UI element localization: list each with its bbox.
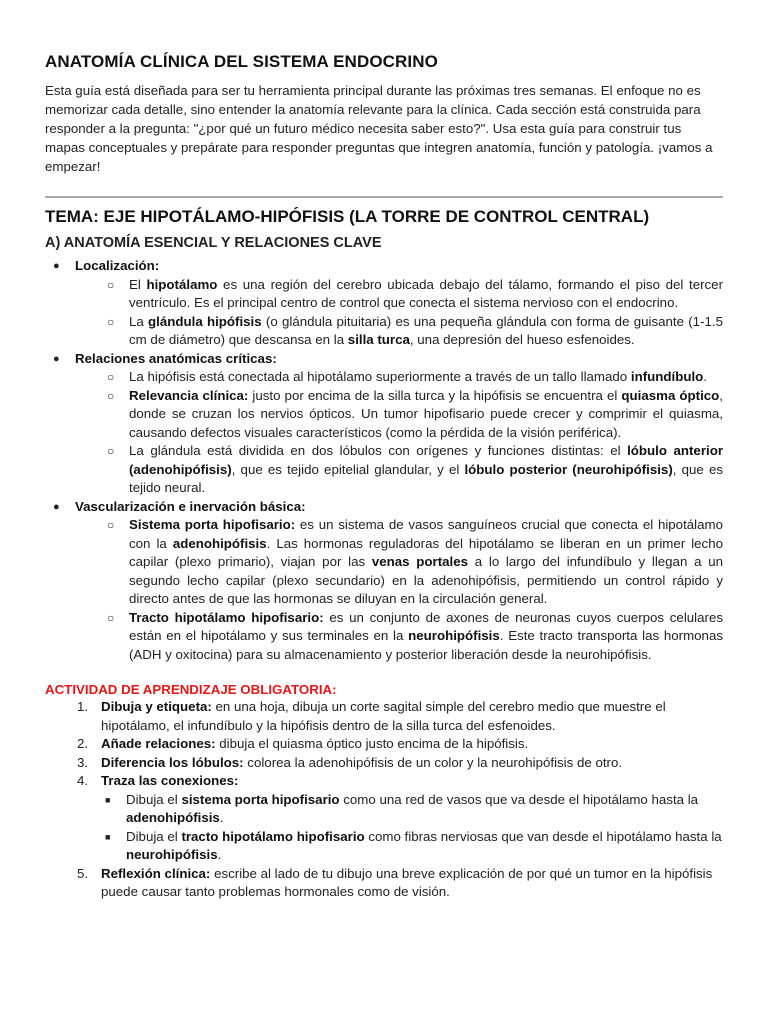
text: como una red de vasos que va desde el hipotálamo hasta la — [339, 791, 699, 807]
main-list — [45, 257, 723, 664]
bold-term: tracto hipotálamo hipofisario — [181, 828, 365, 844]
text: , donde se cruzan los nervios ópticos. Un tumor hipofisario puede crecer y comprimir el quiasma, causando defectos visuales característicos (como la pérdida de la visión periférica). — [129, 387, 723, 440]
sub-list — [75, 368, 723, 498]
bold-term: glándula hipófisis — [148, 313, 262, 329]
text: , una depresión del hueso esfenoides. — [409, 332, 635, 347]
text: (o glándula pituitaria) es una pequeña glándula con forma de guisante (1-1.5 cm de diámetro) que descansa en la — [129, 313, 723, 347]
sub-list — [75, 516, 723, 664]
text: . — [217, 847, 222, 862]
text: La glándula está dividida en dos lóbulos con orígenes y funciones distintas: el — [129, 443, 628, 458]
bold-term: Sistema porta hipofisario: — [129, 517, 296, 532]
text: . Las hormonas reguladoras del hipotálamo se liberan en un primer lecho capilar (plexo primario), viajan por las — [129, 535, 723, 569]
bold-term: adenohipófisis — [172, 535, 267, 551]
circle-bullet-icon: ○ — [107, 277, 115, 292]
bullet-icon: ● — [53, 352, 60, 365]
text: Dibuja el — [126, 828, 182, 844]
activity-item — [45, 865, 723, 902]
text: como fibras nerviosas que van desde el hipotálamo hasta la — [364, 828, 722, 844]
intro-paragraph: Esta guía está diseñada para ser tu herramienta principal durante las próximas tres semanas. El enfoque no es memorizar cada detalle, sino entender la anatomía relevante para la clínica. Cada sección está construida para responder a la pregunta: "¿por qué un futuro médico necesita saber esto?". Usa esta guía para construir tus mapas conceptuales y prepárate para responder preguntas que integren anatomía, función y patología. ¡vamos a empezar! — [45, 83, 713, 174]
bold-term: lóbulo posterior (neurohipófisis) — [464, 461, 673, 477]
list-item-relaciones — [45, 350, 723, 498]
bullet-icon: ● — [53, 500, 60, 513]
square-bullet-icon: ■ — [105, 831, 111, 842]
activity-item — [45, 735, 723, 754]
text: es un sistema de vasos sanguíneos crucial que conecta el hipotálamo con la — [129, 517, 723, 551]
text: justo por encima de la silla turca y la hipófisis se encuentra el — [248, 387, 622, 403]
text: colorea la adenohipófisis de un color y la neurohipófisis de otro. — [243, 754, 623, 770]
activity-sub-item — [45, 791, 723, 828]
bold-term: infundíbulo — [630, 369, 704, 384]
list-item-vascularizacion — [45, 498, 723, 665]
section-divider — [45, 196, 723, 198]
bold-term: Añade relaciones: — [101, 736, 216, 751]
bold-term: neurohipófisis — [126, 847, 218, 862]
bold-term: silla turca — [347, 332, 410, 347]
item-number: 1. — [77, 699, 89, 714]
text: La — [129, 313, 149, 329]
circle-bullet-icon: ○ — [107, 518, 115, 532]
item-number: 4. — [77, 773, 89, 788]
bold-term: Relevancia clínica: — [129, 387, 249, 403]
bold-term: lóbulo anterior (adenohipófisis) — [129, 443, 723, 477]
bold-term: neurohipófisis — [408, 628, 500, 643]
text: . — [703, 369, 707, 384]
sub-list — [75, 276, 723, 350]
activity-title: ACTIVIDAD DE APRENDIZAJE OBLIGATORIA: — [45, 682, 337, 697]
item-number: 3. — [77, 754, 89, 770]
bullet-icon: ● — [53, 260, 60, 272]
list-item-label: Vascularización e inervación básica: — [75, 498, 306, 514]
bold-term: venas portales — [371, 554, 469, 569]
item-number: 2. — [77, 736, 89, 751]
activity-sub-item — [45, 828, 723, 865]
text: es un conjunto de axones de neuronas cuyos cuerpos celulares están en el hipotálamo y sus terminales en la — [129, 609, 723, 643]
circle-bullet-icon: ○ — [107, 314, 115, 329]
sub-item — [75, 276, 723, 313]
sub-item — [75, 442, 723, 498]
list-item-label: Localización: — [75, 258, 160, 273]
sub-item — [75, 387, 723, 443]
activity-sub-list — [101, 791, 723, 865]
text: , que es tejido neural. — [129, 461, 723, 495]
item-number: 5. — [77, 865, 89, 881]
circle-bullet-icon: ○ — [107, 444, 115, 458]
document-title: ANATOMÍA CLÍNICA DEL SISTEMA ENDOCRINO — [45, 52, 438, 71]
activity-item — [45, 772, 723, 865]
list-item-localizacion — [45, 257, 723, 350]
bold-term: Reflexión clínica: — [101, 865, 211, 881]
text: en una hoja, dibuja un corte sagital simple del cerebro medio que muestre el hipotálamo, el infundíbulo y la hipófisis dentro de la silla turca del esfenoides. — [101, 699, 666, 733]
text: . — [219, 810, 224, 825]
section-a-heading: A) ANATOMÍA ESENCIAL Y RELACIONES CLAVE — [45, 235, 382, 251]
text: es una región del cerebro ubicada debajo del tálamo, formando el piso del tercer ventrículo. Es el principal centro de control que conecta el sistema nervioso con el endocrino. — [129, 276, 723, 310]
bold-term: quiasma óptico — [621, 387, 720, 403]
circle-bullet-icon: ○ — [107, 370, 115, 384]
sub-item — [75, 313, 723, 350]
text: , que es tejido epitelial glandular, y el — [231, 461, 465, 477]
text: El — [129, 276, 147, 292]
circle-bullet-icon: ○ — [107, 610, 115, 625]
sub-item — [75, 516, 723, 609]
sub-item — [75, 368, 723, 387]
text: Dibuja el — [126, 791, 182, 807]
text: dibuja el quiasma óptico justo encima de la hipófisis. — [215, 736, 529, 751]
text: escribe al lado de tu dibujo una breve explicación de por qué un tumor en la hipófisis puede causar tanto problemas hormonales como de visión. — [101, 865, 713, 899]
list-item-label: Relaciones anatómicas críticas: — [75, 350, 277, 366]
sub-item — [75, 609, 723, 665]
topic-heading: TEMA: EJE HIPOTÁLAMO-HIPÓFISIS (LA TORRE DE CONTROL CENTRAL) — [45, 207, 650, 226]
activity-item — [45, 754, 723, 773]
bold-term: hipotálamo — [146, 276, 218, 292]
activity-item — [45, 698, 723, 735]
bold-term: Tracto hipotálamo hipofisario: — [129, 609, 324, 625]
bold-term: sistema porta hipofisario — [181, 791, 340, 807]
circle-bullet-icon: ○ — [107, 388, 115, 403]
text: a lo largo del infundíbulo y llegan a un segundo lecho capilar (plexo secundario) en la adenohipófisis, permitiendo un control rápido y directo antes de que las hormonas se diluyan en la circulación general. — [129, 554, 723, 606]
text: La hipófisis está conectada al hipotálamo superiormente a través de un tallo llamado — [129, 369, 631, 384]
activity-list — [45, 698, 723, 902]
text: . Este tracto transporta las hormonas (ADH y oxitocina) para su almacenamiento y posterior liberación desde la neurohipófisis. — [129, 628, 723, 662]
bold-term: Dibuja y etiqueta: — [101, 699, 212, 714]
bold-term: Diferencia los lóbulos: — [101, 754, 244, 770]
square-bullet-icon: ■ — [105, 794, 111, 805]
bold-term: adenohipófisis — [126, 810, 220, 825]
bold-term: Traza las conexiones: — [101, 773, 239, 788]
